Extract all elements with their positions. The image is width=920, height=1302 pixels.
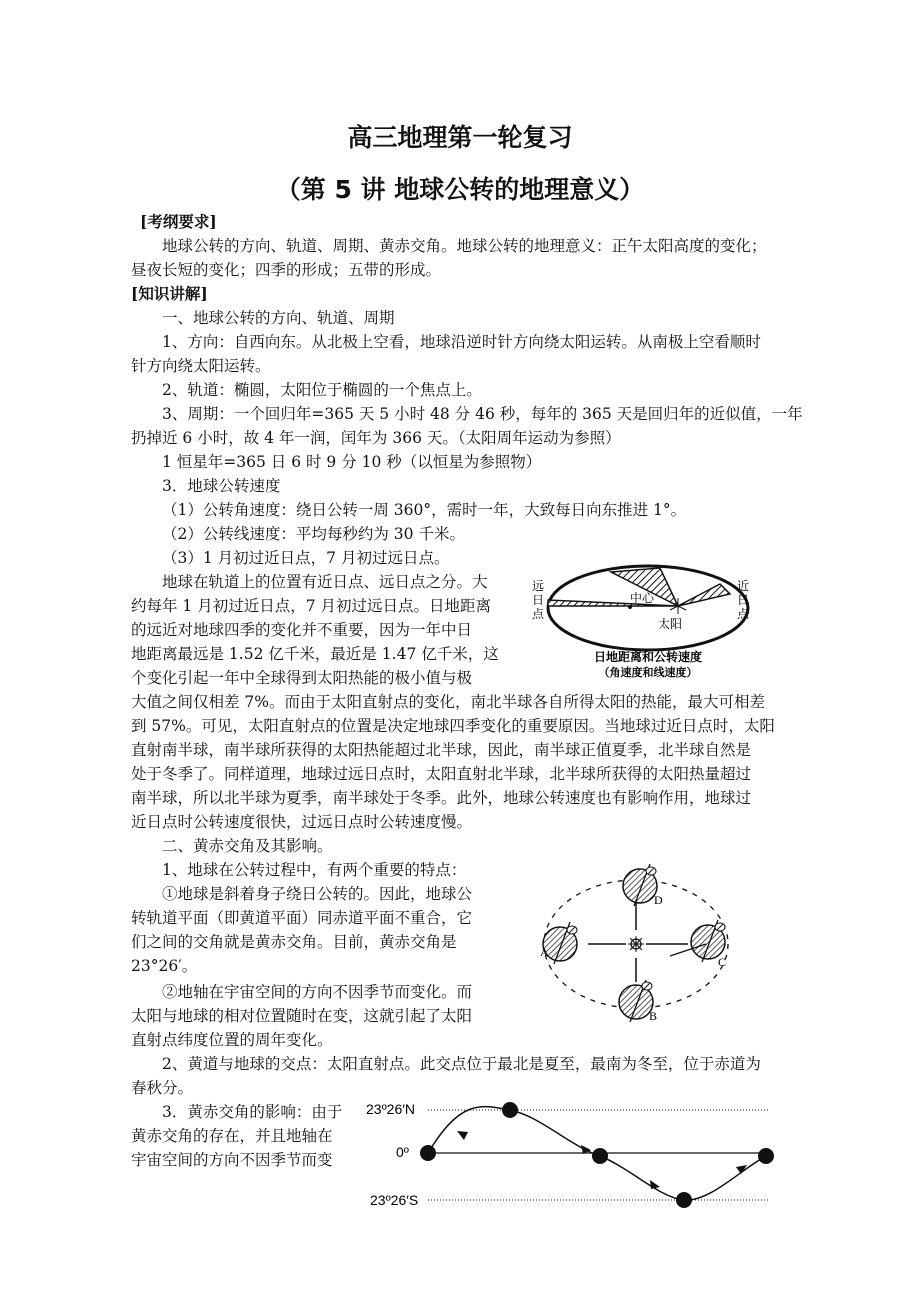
- far-label-1: 远: [531, 579, 545, 593]
- text-line: 直射点纬度位置的周年变化。: [131, 1031, 333, 1049]
- orbit-figure: [520, 560, 770, 685]
- section-heading-requirements: [考纲要求]: [140, 212, 217, 231]
- text-line: 3、周期：一个回归年=365 天 5 小时 48 分 46 秒，每年的 365 天是回归年的近似值，一年: [162, 405, 803, 423]
- point-winter-solstice: [676, 1192, 692, 1208]
- far-label-3: 点: [531, 607, 545, 621]
- earth-b-icon: [619, 980, 653, 1022]
- text-line: （3）1 月初过近日点，7 月初过远日点。: [162, 549, 450, 567]
- text-line: 们之间的交角就是黄赤交角。目前，黄赤交角是: [131, 933, 457, 951]
- text-line: 黄赤交角的存在，并且地轴在: [131, 1127, 333, 1145]
- position-label-d: D: [654, 893, 663, 907]
- near-label-1: 近: [736, 579, 750, 593]
- text-line: 约每年 1 月初过近日点，7 月初过远日点。日地距离: [131, 597, 492, 615]
- text-line: 地距离最远是 1.52 亿千米，最近是 1.47 亿千米，这: [131, 645, 499, 663]
- text-line: 直射南半球，南半球所获得的太阳热能超过北半球，因此，南半球正值夏季，北半球自然是: [131, 741, 752, 759]
- label-south: 23º26′S: [370, 1192, 419, 1208]
- text-line: 处于冬季了。同样道理，地球过远日点时，太阳直射北半球，北半球所获得的太阳热量超过: [131, 765, 752, 783]
- text-line: 的远近对地球四季的变化并不重要，因为一年中日: [131, 621, 473, 639]
- far-label-2: 日: [531, 593, 545, 607]
- position-label-c: C: [718, 955, 727, 969]
- near-label-3: 点: [736, 607, 750, 621]
- text-line: 昼夜长短的变化；四季的形成；五带的形成。: [131, 261, 442, 279]
- orbit-diagram: [520, 560, 770, 685]
- document-title: 高三地理第一轮复习: [347, 123, 573, 152]
- text-line: 大值之间仅相差 7%。而由于太阳直射点的变化，南北半球各自所得太阳的热能，最大可相差: [131, 693, 766, 711]
- orbit-caption-1: 日地距离和公转速度: [593, 650, 703, 664]
- text-line: ①地球是斜着身子绕日公转的。因此，地球公: [162, 885, 473, 903]
- text-line: 针方向绕太阳运转。: [131, 357, 271, 375]
- text-line: 近日点时公转速度很快，过远日点时公转速度慢。: [131, 813, 473, 831]
- positions-diagram: [530, 860, 740, 1030]
- point-next-equinox: [758, 1148, 774, 1164]
- text-line: 南半球，所以北半球为夏季，南半球处于冬季。此外，地球公转速度也有影响作用，地球过: [131, 789, 752, 807]
- sun-icon: [628, 936, 644, 952]
- text-line: 太阳与地球的相对位置随时在变，这就引起了太阳: [131, 1007, 473, 1025]
- text-line: 1 恒星年=365 日 6 时 9 分 10 秒（以恒星为参照物）: [162, 453, 542, 471]
- text-line: 3．地球公转速度: [162, 477, 281, 495]
- label-equator: 0º: [396, 1144, 409, 1160]
- text-line: （1）公转角速度：绕日公转一周 360°，需时一年，大致每日向东推进 1°。: [162, 501, 687, 519]
- arrow: [650, 1180, 660, 1189]
- label-north: 23º26′N: [366, 1101, 415, 1117]
- text-line: 到 57%。可见，太阳直射点的位置是决定地球四季变化的重要原因。当地球过近日点时，太阳: [131, 717, 775, 735]
- position-label-b: B: [649, 1009, 658, 1023]
- text-line: （2）公转线速度：平均每秒约为 30 千米。: [162, 525, 465, 543]
- document-subtitle: （第 5 讲 地球公转的地理意义）: [275, 175, 645, 204]
- point-summer-solstice: [502, 1102, 518, 1118]
- position-label-a: A: [540, 945, 549, 959]
- near-label-2: 日: [736, 593, 750, 607]
- text-line: 一、地球公转的方向、轨道、周期: [162, 309, 395, 327]
- text-line: 23°26′。: [131, 957, 198, 975]
- text-line: 春秋分。: [131, 1079, 194, 1097]
- text-line: 转轨道平面（即黄道平面）同赤道平面不重合，它: [131, 909, 473, 927]
- subsolar-figure: [360, 1090, 780, 1215]
- point-autumn-equinox: [592, 1148, 608, 1164]
- text-line: 二、黄赤交角及其影响。: [162, 837, 333, 855]
- center-label: 中心: [629, 591, 655, 605]
- sector-near: [678, 584, 730, 606]
- positions-figure: [530, 860, 740, 1030]
- section-heading-knowledge: [知识讲解]: [131, 284, 208, 303]
- arrow: [457, 1131, 468, 1140]
- text-line: 个变化引起一年中全球得到太阳热能的极小值与极: [131, 669, 473, 687]
- text-line: 1、地球在公转过程中，有两个重要的特点：: [162, 861, 467, 879]
- sector-far: [548, 600, 678, 606]
- text-line: 扔掉近 6 小时，故 4 年一润，闰年为 366 天。（太阳周年运动为参照）: [131, 429, 621, 447]
- earth-d-icon: [623, 864, 657, 906]
- center-dot: [628, 605, 632, 609]
- earth-c-icon: [670, 920, 725, 962]
- text-line: 3．黄赤交角的影响：由于: [162, 1103, 343, 1121]
- orbit-caption-2: （角速度和线速度）: [598, 666, 698, 679]
- text-line: ②地轴在宇宙空间的方向不因季节而变化。而: [162, 983, 473, 1001]
- sun-label: 太阳: [657, 617, 683, 631]
- text-line: 宇宙空间的方向不因季节而变: [131, 1151, 333, 1169]
- text-line: 1、方向：自西向东。从北极上空看，地球沿逆时针方向绕太阳运转。从南极上空看顺时: [162, 333, 761, 351]
- subsolar-diagram: [360, 1090, 780, 1215]
- text-line: 2、黄道与地球的交点：太阳直射点。此交点位于最北是夏至，最南为冬至，位于赤道为: [162, 1055, 761, 1073]
- text-line: 地球公转的方向、轨道、周期、黄赤交角。地球公转的地理意义：正午太阳高度的变化；: [162, 237, 767, 255]
- text-line: 2、轨道：椭圆，太阳位于椭圆的一个焦点上。: [162, 381, 482, 399]
- point-spring-equinox: [420, 1145, 436, 1161]
- text-line: 地球在轨道上的位置有近日点、远日点之分。大: [162, 573, 488, 591]
